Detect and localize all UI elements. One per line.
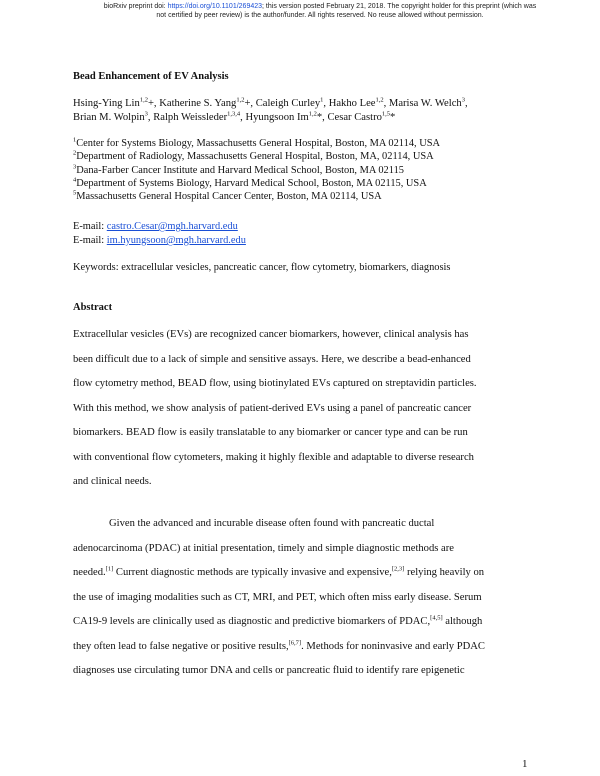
author-affil-sup: 1,2 bbox=[308, 110, 317, 118]
abstract-line: With this method, we show analysis of patient-derived EVs using a panel of pancreatic cancer bbox=[73, 402, 472, 414]
abstract-line: and clinical needs. bbox=[73, 476, 152, 487]
citation-ref[interactable]: [4,5] bbox=[430, 614, 443, 622]
citation-ref[interactable]: [2,3] bbox=[391, 565, 405, 573]
abstract-line: with conventional flow cytometers, making it highly flexible and adaptable to diverse research bbox=[73, 451, 474, 463]
abstract-heading: Abstract bbox=[73, 302, 113, 313]
abstract-body bbox=[73, 323, 523, 495]
intro-line bbox=[73, 561, 523, 586]
intro-text: . Methods for noninvasive and early PDAC bbox=[301, 640, 485, 652]
email-row bbox=[73, 220, 246, 234]
header-prefix: bioRxiv preprint doi: bbox=[103, 3, 168, 10]
author-sep: , bbox=[464, 98, 468, 109]
abstract-line: flow cytometry method, BEAD flow, using biotinylated EVs captured on streptavidin particles. bbox=[73, 378, 477, 389]
author-name: Hsing-Ying Lin bbox=[73, 98, 140, 109]
intro-line: diagnoses use circulating tumor DNA and cells or pancreatic fluid to identify rare epigenetic bbox=[73, 665, 465, 676]
paper-title: Bead Enhancement of EV Analysis bbox=[73, 71, 229, 82]
affiliation-number: 5 bbox=[73, 189, 77, 197]
intro-line: adenocarcinoma (PDAC) at initial presentation, timely and simple diagnostic methods are bbox=[73, 542, 454, 554]
intro-text: needed. bbox=[73, 567, 106, 578]
citation-ref[interactable]: [6,7] bbox=[288, 638, 302, 646]
affiliation-item bbox=[73, 177, 440, 190]
author-sep: , bbox=[383, 98, 389, 109]
author-name: Caleigh Curley bbox=[255, 98, 321, 109]
affiliation-number: 2 bbox=[73, 149, 77, 157]
affiliation-list bbox=[73, 137, 440, 203]
author-name: Katherine S. Yang bbox=[159, 98, 237, 109]
doi-link[interactable]: https://doi.org/10.1101/269423 bbox=[167, 3, 263, 10]
email-row bbox=[73, 234, 246, 248]
affiliation-number: 3 bbox=[73, 163, 77, 171]
intro-text: they often lead to false negative or positive results, bbox=[73, 640, 289, 652]
keywords: Keywords: extracellular vesicles, pancreatic cancer, flow cytometry, biomarkers, diagnosis bbox=[73, 262, 451, 273]
author-affil-sup: 1,2 bbox=[375, 96, 384, 104]
affiliation-number: 1 bbox=[73, 136, 77, 144]
author-name: Hakho Lee bbox=[328, 98, 376, 109]
author-affil-sup: 1,5 bbox=[381, 110, 391, 118]
author-affil-sup: 1 bbox=[320, 96, 324, 104]
author-sep: +, bbox=[244, 98, 256, 109]
intro-line bbox=[73, 610, 523, 635]
abstract-line: Extracellular vesicles (EVs) are recognized cancer biomarkers, however, clinical analysis has bbox=[73, 329, 469, 340]
author-line-1 bbox=[73, 97, 468, 111]
author-list bbox=[73, 97, 468, 125]
author-affil-sup: 1,3,4 bbox=[227, 110, 241, 118]
author-sep: *, bbox=[316, 112, 328, 123]
author-line-2 bbox=[73, 111, 468, 125]
intro-line: the use of imaging modalities such as CT, MRI, and PET, which often miss early disease. Serum bbox=[73, 591, 482, 603]
header-suffix: ; this version posted February 21, 2018. The copyright holder for this preprint (which was bbox=[262, 3, 537, 10]
author-sep: , bbox=[323, 98, 329, 109]
author-affil-sup: 1,2 bbox=[139, 96, 148, 104]
author-affil-sup: 3 bbox=[461, 96, 465, 104]
page-number: 1 bbox=[522, 758, 528, 770]
affiliation-text: Department of Radiology, Massachusetts General Hospital, Boston, MA, 02114, USA bbox=[76, 151, 434, 163]
email-label: E-mail: bbox=[73, 235, 107, 246]
contact-emails bbox=[73, 220, 246, 248]
affiliation-item bbox=[73, 150, 440, 163]
header-line-1 bbox=[60, 2, 580, 11]
email-label: E-mail: bbox=[73, 221, 107, 232]
affiliation-text: Center for Systems Biology, Massachusetts General Hospital, Boston, MA 02114, USA bbox=[76, 138, 440, 149]
author-sep: * bbox=[390, 112, 396, 123]
author-name: Ralph Weissleder bbox=[153, 112, 228, 123]
intro-text: relying heavily on bbox=[404, 567, 485, 578]
abstract-line: been difficult due to a lack of simple and sensitive assays. Here, we describe a bead-enhanced bbox=[73, 353, 471, 365]
author-name: Brian M. Wolpin bbox=[73, 112, 145, 123]
affiliation-number: 4 bbox=[73, 176, 77, 184]
intro-line: Given the advanced and incurable disease often found with pancreatic ductal bbox=[109, 518, 435, 529]
affiliation-text: Department of Systems Biology, Harvard Medical School, Boston, MA 02115, USA bbox=[76, 177, 427, 189]
intro-line bbox=[73, 635, 523, 660]
affiliation-text: Dana-Farber Cancer Institute and Harvard Medical School, Boston, MA 02115 bbox=[76, 164, 404, 176]
citation-ref[interactable]: [1] bbox=[105, 565, 114, 573]
intro-text: although bbox=[442, 616, 483, 627]
abstract-line: biomarkers. BEAD flow is easily translatable to any biomarker or cancer type and can be run bbox=[73, 427, 468, 438]
author-sep: +, bbox=[147, 98, 160, 109]
affiliation-item bbox=[73, 137, 440, 150]
author-name: Cesar Castro bbox=[327, 112, 382, 123]
email-link-im[interactable]: im.hyungsoon@mgh.harvard.edu bbox=[106, 235, 246, 246]
author-affil-sup: 3 bbox=[144, 110, 148, 118]
email-link-castro[interactable]: castro.Cesar@mgh.harvard.edu bbox=[106, 221, 238, 232]
preprint-header bbox=[60, 2, 580, 20]
affiliation-item bbox=[73, 190, 440, 203]
author-name: Hyungsoon Im bbox=[245, 112, 309, 123]
author-affil-sup: 1,2 bbox=[236, 96, 245, 104]
author-sep: , bbox=[240, 112, 246, 123]
intro-paragraph bbox=[73, 512, 523, 684]
affiliation-item bbox=[73, 164, 440, 177]
header-line-2: not certified by peer review) is the author/funder. All rights reserved. No reuse allowed without permission. bbox=[156, 12, 484, 19]
author-sep: , bbox=[147, 112, 154, 123]
author-name: Marisa W. Welch bbox=[388, 98, 462, 109]
intro-text: Current diagnostic methods are typically invasive and expensive, bbox=[113, 567, 392, 578]
intro-text: CA19-9 levels are clinically used as diagnostic and predictive biomarkers of PDAC, bbox=[73, 616, 431, 627]
affiliation-text: Massachusetts General Hospital Cancer Center, Boston, MA 02114, USA bbox=[76, 191, 382, 203]
